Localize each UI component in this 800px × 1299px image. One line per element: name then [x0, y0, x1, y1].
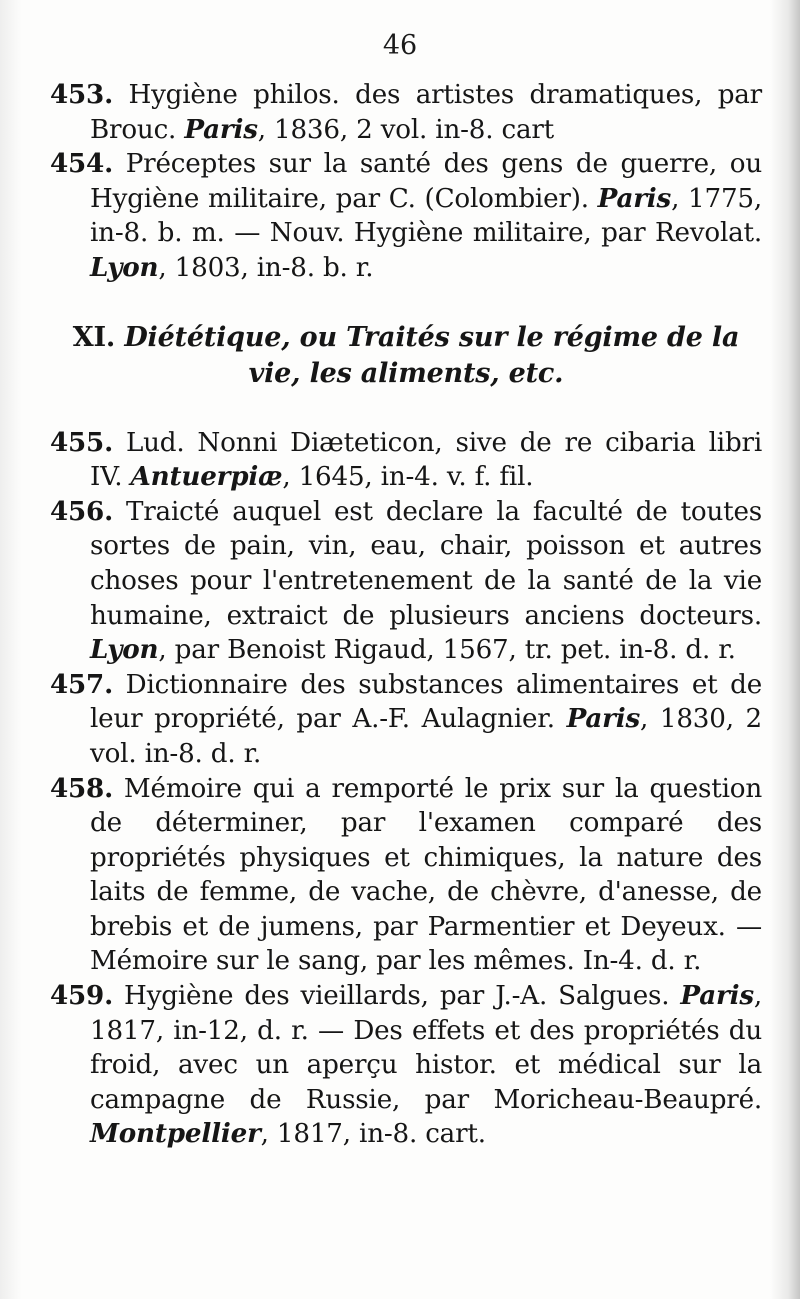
entry-place: Paris — [597, 182, 672, 214]
entry-number: 458. — [50, 772, 113, 804]
page-shadow-left — [0, 0, 22, 1299]
entry-text: Traicté auquel est declare la faculté de toutes sortes de pain, vin, eau, chair, poisson et autres choses pour l'entretenement de la santé de la vie humaine, extraict de plusieurs anciens docteurs. — [90, 496, 762, 631]
catalog-entry-453 — [50, 78, 762, 147]
entry-text: Lud. Nonni Diæteticon, sive de re cibaria libri IV. — [90, 427, 762, 493]
catalog-entry-455 — [50, 426, 762, 495]
entry-text-after: , 1830, 2 vol. in-8. d. r. — [90, 704, 762, 769]
entry-text: Dictionnaire des substances alimentaires et de leur propriété, par A.-F. Aulagnier. — [90, 669, 762, 735]
section-title-line2: vie, les aliments, etc. — [248, 357, 564, 389]
entry-text-after: , par Benoist Rigaud, 1567, tr. pet. in-8. d. r. — [158, 635, 736, 666]
entry-text: Hygiène des vieillards, par J.-A. Salgues. — [112, 981, 681, 1012]
entry-number: 459. — [50, 980, 113, 1012]
catalog-entry-459 — [50, 979, 762, 1152]
entry-place: Antuerpiæ — [130, 461, 283, 493]
entry-place: Paris — [680, 980, 754, 1012]
entry-place: Paris — [566, 703, 641, 735]
entry-place: Paris — [184, 113, 258, 145]
section-title-line1: Diététique, ou Traités sur le régime de la — [115, 321, 740, 353]
entry-number: 457. — [50, 668, 113, 700]
page-shadow-right — [770, 0, 800, 1299]
entry-text: Mémoire qui a remporté le prix sur la question de déterminer, par l'examen comparé des propriétés physiques et chimiques, la nature des laits de femme, de vache, de chèvre, d'anesse, de brebis et de jumens, par Parmentier et Deyeux. — Mémoire sur le sang, par les mêmes. In-4. d. r. — [90, 773, 762, 977]
entry-place: Lyon — [90, 634, 159, 666]
catalog-entry-456 — [50, 495, 762, 668]
entry-text: Préceptes sur la santé des gens de guerre, ou Hygiène militaire, par C. (Colombier). — [90, 149, 762, 214]
catalog-text — [50, 78, 762, 1152]
entry-place-2: Montpellier — [90, 1118, 261, 1150]
catalog-entry-458 — [50, 772, 762, 980]
entry-text-after: , 1803, in-8. b. r. — [158, 252, 374, 283]
entry-text-after: , 1836, 2 vol. in-8. cart — [257, 114, 554, 145]
page-number: 46 — [382, 30, 418, 61]
entry-text-after: , 1817, in-8. cart. — [260, 1119, 486, 1150]
entry-number: 456. — [50, 495, 113, 527]
section-heading — [50, 320, 762, 392]
entry-text-mid: , 1817, in-12, d. r. — Des effets et des propriétés du froid, avec un aperçu histor. et médical sur la campagne de Russie, par Moricheau-Beaupré. — [90, 981, 762, 1115]
catalog-entry-457 — [50, 668, 762, 772]
entry-text-after: , 1645, in-4. v. f. fil. — [282, 462, 534, 493]
entry-place-2: Lyon — [90, 251, 159, 283]
section-numeral: XI. — [72, 321, 116, 353]
entry-text: Hygiène philos. des artistes dramatiques, par Brouc. — [90, 80, 762, 145]
entry-number: 454. — [50, 148, 113, 180]
entry-number: 455. — [50, 426, 113, 458]
entry-text-mid: , 1775, in-8. b. m. — Nouv. Hygiène militaire, par Revolat. — [90, 183, 763, 249]
catalog-entry-454 — [50, 147, 762, 285]
entry-number: 453. — [50, 79, 113, 110]
